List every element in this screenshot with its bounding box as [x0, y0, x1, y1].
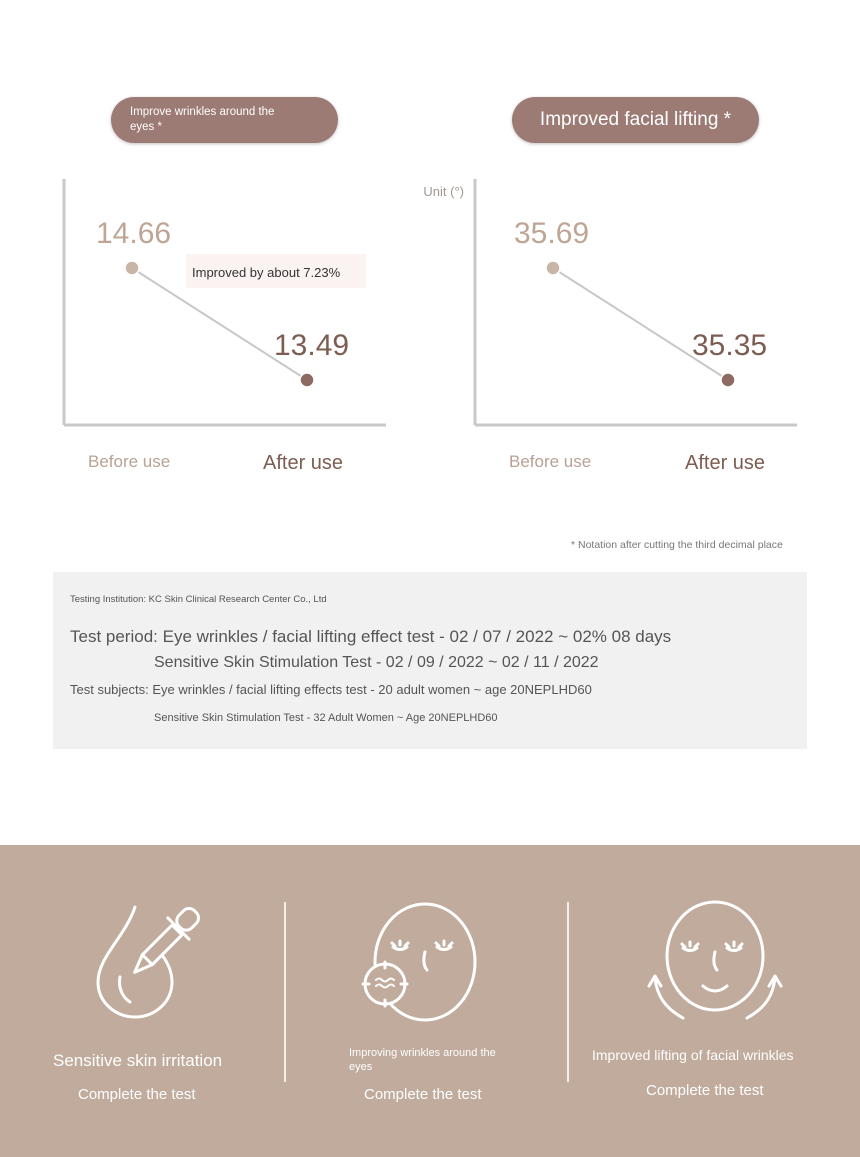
data-label: 35.69 — [514, 217, 590, 250]
face-wrinkle-icon — [355, 900, 485, 1025]
test-info-panel — [53, 572, 807, 749]
test-subjects: Test subjects: Eye wrinkles / facial lifting effects test - 20 adult women ~ age 20NEPLHD60 — [70, 682, 592, 697]
facial-lifting-badge-label: Improved facial lifting * — [539, 109, 732, 130]
test-period: Test period: Eye wrinkles / facial lifting effect test - 02 / 07 / 2022 ~ 02% 08 days — [70, 627, 672, 646]
chart-right-before-label: Before use — [509, 452, 592, 471]
data-point — [721, 373, 735, 387]
face-lifting-icon — [645, 900, 785, 1025]
feature-band — [0, 845, 860, 1157]
facial-lifting-badge — [512, 97, 759, 143]
data-label: 35.35 — [692, 329, 768, 362]
feature-wrinkle-subtitle: Complete the test — [364, 1086, 482, 1103]
feature-wrinkle-title: Improving wrinkles around the eyes — [349, 1047, 496, 1073]
chart-left-after-label: After use — [263, 452, 344, 474]
feature-lifting-title: Improved lifting of facial wrinkles — [592, 1047, 794, 1063]
data-point — [125, 261, 139, 275]
chart-right-after-label: After use — [685, 452, 766, 474]
data-label: 13.49 — [274, 329, 350, 362]
eye-wrinkle-chart — [60, 175, 400, 435]
feature-lifting-subtitle: Complete the test — [646, 1082, 764, 1099]
testing-institution: Testing Institution: KC Skin Clinical Research Center Co., Ltd — [70, 594, 327, 605]
test-subjects-sensitive: Sensitive Skin Stimulation Test - 32 Adult Women ~ Age 20NEPLHD60 — [154, 712, 498, 724]
data-point — [546, 261, 560, 275]
y-axis-unit-label: Unit (°) — [423, 184, 464, 199]
eye-wrinkle-badge-label: Improve wrinkles around the eyes * — [130, 106, 275, 133]
data-label: 14.66 — [96, 217, 172, 250]
feature-divider — [284, 902, 286, 1082]
facial-lifting-chart — [423, 175, 810, 435]
decimal-footnote: * Notation after cutting the third decimal place — [571, 539, 783, 551]
feature-sensitive-subtitle: Complete the test — [78, 1086, 196, 1103]
dropper-drop-icon — [90, 897, 210, 1027]
improvement-annotation: Improved by about 7.23% — [192, 265, 341, 280]
feature-divider — [567, 902, 569, 1082]
chart-left-before-label: Before use — [88, 452, 171, 471]
trend-line — [553, 268, 728, 380]
eye-wrinkle-badge — [111, 97, 338, 143]
test-period-sensitive: Sensitive Skin Stimulation Test - 02 / 09 / 2022 ~ 02 / 11 / 2022 — [154, 654, 599, 671]
data-point — [300, 373, 314, 387]
feature-sensitive-title: Sensitive skin irritation — [53, 1051, 223, 1070]
